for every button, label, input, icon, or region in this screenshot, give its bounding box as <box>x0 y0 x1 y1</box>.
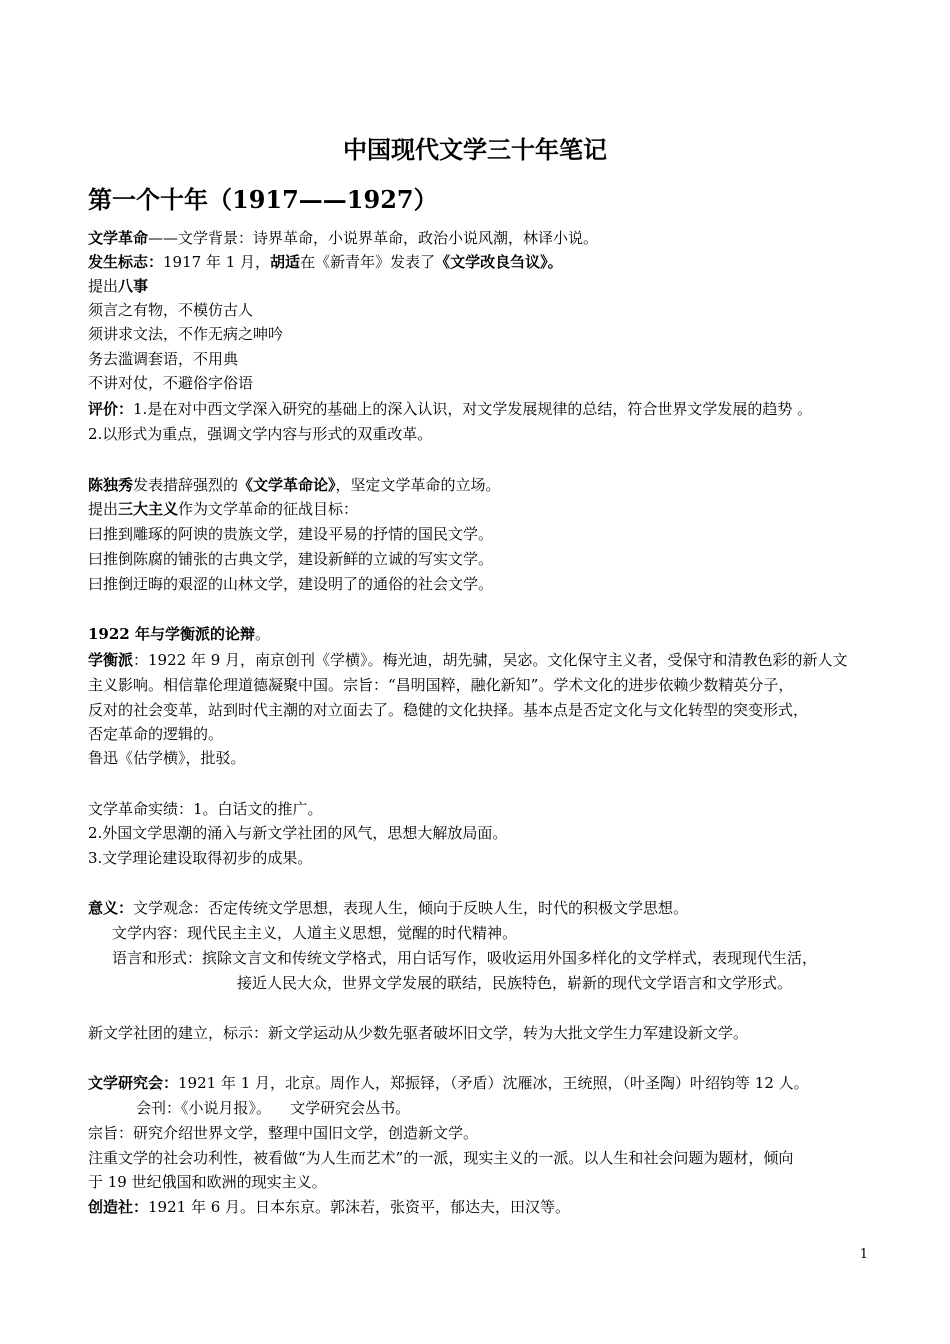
text-line <box>88 622 270 646</box>
bold-term: 《文学革命论》 <box>238 476 336 494</box>
bold-term: 《文学改良刍议》。 <box>435 253 563 271</box>
text-line: 文学革命实绩：1。白话文的推广。 <box>88 800 323 818</box>
section-heading: 第一个十年（1917——1927） <box>88 185 438 214</box>
bold-term: 陈独秀 <box>88 476 134 494</box>
bold-term: 意义： <box>88 899 134 917</box>
text-line: 反对的社会变革，站到时代主潮的对立面去了。稳健的文化抉择。基本点是否定文化与文化转型的突变形式， <box>88 701 809 719</box>
text-span: 文学观念：否定传统文学思想，表现人生，倾向于反映人生，时代的积极文学思想。 <box>133 899 689 917</box>
text-span: ——文学背景：诗界革命，小说界革命，政治小说风潮，林译小说。 <box>148 229 599 247</box>
text-line: 曰推倒陈腐的铺张的古典文学，建设新鲜的立诚的写实文学。 <box>88 550 494 568</box>
text-span: 提出 <box>88 500 119 518</box>
text-line: 新文学社团的建立，标示：新文学运动从少数先驱者破坏旧文学，转为大批文学生力军建设新文学。 <box>88 1024 749 1042</box>
text-line: 否定革命的逻辑的。 <box>88 725 224 743</box>
page-number: 1 <box>859 1247 868 1262</box>
bold-term: 文学研究会： <box>88 1074 179 1092</box>
bold-term: 胡适 <box>270 253 301 271</box>
bold-term: 三大主义 <box>118 500 179 518</box>
text-span: 。 <box>254 625 270 643</box>
text-line: 2.以形式为重点，强调文学内容与形式的双重改革。 <box>88 425 433 443</box>
text-span: 提出 <box>88 277 119 295</box>
text-line: 文学内容：现代民主主义，人道主义思想，觉醒的时代精神。 <box>112 924 518 942</box>
text-line <box>88 1071 809 1095</box>
text-span: 1917 年 1 月， <box>163 253 271 271</box>
text-line: 3.文学理论建设取得初步的成果。 <box>88 849 313 867</box>
text-line: 鲁迅《估学横》，批驳。 <box>88 749 246 767</box>
bold-term: 1922 年与学衡派的论辩 <box>88 625 255 643</box>
text-line: 务去滥调套语，不用典 <box>88 350 239 368</box>
text-line: 接近人民大众，世界文学发展的联结，民族特色，崭新的现代文学语言和文学形式。 <box>237 974 793 992</box>
text-line: 注重文学的社会功利性，被看做“为人生而艺术”的一派，现实主义的一派。以人生和社会问题为题材，倾向 <box>88 1149 794 1167</box>
bold-term: 八事 <box>118 277 149 295</box>
text-line <box>88 226 598 250</box>
text-span: 1.是在对中西文学深入研究的基础上的深入认识，对文学发展规律的总结，符合世界文学发展的趋势 。 <box>133 400 813 418</box>
text-span: 作为文学革命的征战目标： <box>178 500 359 518</box>
text-span: 1921 年 6 月。日本东京。郭沫若，张资平，郁达夫，田汉等。 <box>148 1198 571 1216</box>
text-line <box>88 250 563 274</box>
bold-term: 文学革命 <box>88 229 149 247</box>
text-line: 须讲求文法，不作无病之呻吟 <box>88 325 284 343</box>
text-line <box>88 896 688 920</box>
text-line <box>88 274 148 298</box>
text-span: 1921 年 1 月，北京。周作人，郑振铎，（矛盾）沈雁冰，王统照，（叶圣陶）叶绍钧等 12 人。 <box>178 1074 809 1092</box>
text-line: 语言和形式：摈除文言文和传统文学格式，用白话写作，吸收运用外国多样化的文学样式，表现现代生活， <box>112 949 818 967</box>
text-span: 发表措辞强烈的 <box>133 476 239 494</box>
text-line: 2.外国文学思潮的涌入与新文学社团的风气，思想大解放局面。 <box>88 824 508 842</box>
page-title: 中国现代文学三十年笔记 <box>343 135 607 164</box>
text-line: 宗旨：研究介绍世界文学，整理中国旧文学，创造新文学。 <box>88 1124 479 1142</box>
text-line: 不讲对仗，不避俗字俗语 <box>88 374 254 392</box>
text-line <box>88 1195 570 1219</box>
bold-term: 创造社： <box>88 1198 149 1216</box>
text-line: 须言之有物，不模仿古人 <box>88 301 254 319</box>
text-line: 曰推倒迂晦的艰涩的山林文学，建设明了的通俗的社会文学。 <box>88 575 494 593</box>
text-line: 会刊：《小说月报》。 文学研究会丛书。 <box>136 1099 411 1117</box>
text-span: 在《新青年》发表了 <box>300 253 436 271</box>
bold-term: 发生标志： <box>88 253 164 271</box>
text-line <box>88 648 848 672</box>
bold-term: 评价： <box>88 400 134 418</box>
text-line <box>88 497 358 521</box>
text-span: ：1922 年 9 月，南京创刊《学横》。梅光迪，胡先骕，吴宓。文化保守主义者，受保守和清教色彩的新人文 <box>133 651 848 669</box>
bold-term: 学衡派 <box>88 651 134 669</box>
text-line: 主义影响。相信靠伦理道德凝聚中国。宗旨：“昌明国粹，融化新知”。学术文化的进步依赖少数精英分子， <box>88 676 794 694</box>
text-span: ，坚定文学革命的立场。 <box>335 476 501 494</box>
text-line <box>88 473 501 497</box>
text-line: 于 19 世纪俄国和欧洲的现实主义。 <box>88 1173 327 1191</box>
text-line <box>88 397 812 421</box>
text-line: 曰推到雕琢的阿谀的贵族文学，建设平易的抒情的国民文学。 <box>88 525 494 543</box>
